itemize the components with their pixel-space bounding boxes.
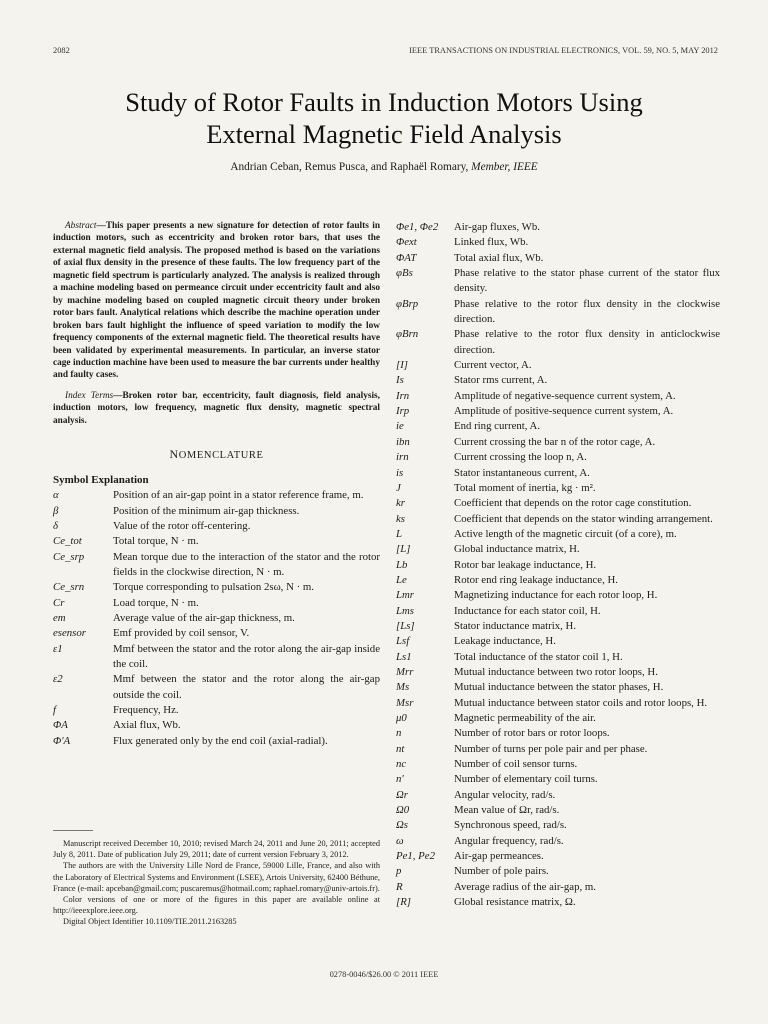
nomenclature-description: Phase relative to the rotor flux density in anticlockwise direction. bbox=[454, 328, 720, 356]
nomenclature-description: Inductance for each stator coil, H. bbox=[454, 604, 601, 617]
nomenclature-symbol: μ0 bbox=[396, 712, 407, 724]
nomenclature-description: Magnetic permeability of the air. bbox=[454, 712, 596, 724]
nomenclature-entry bbox=[53, 519, 380, 534]
nomenclature-entry bbox=[396, 220, 720, 235]
nomenclature-symbol: nt bbox=[396, 742, 405, 755]
nomenclature-entry bbox=[396, 466, 720, 481]
nomenclature-entry bbox=[396, 880, 720, 895]
nomenclature-description: Number of pole pairs. bbox=[454, 865, 549, 878]
nomenclature-description: Phase relative to the stator phase current of the stator flux density. bbox=[454, 267, 720, 295]
author-line bbox=[0, 161, 768, 173]
nomenclature-symbol: n bbox=[396, 727, 402, 740]
nomenclature-symbol: [L] bbox=[396, 543, 411, 556]
nomenclature-description: Mmf between the stator and the rotor along the air-gap inside the coil. bbox=[113, 642, 380, 671]
nomenclature-symbol: Le bbox=[396, 573, 407, 586]
nomenclature-entry bbox=[396, 711, 720, 726]
nomenclature-entry bbox=[396, 604, 720, 619]
nomenclature-list-right bbox=[396, 220, 720, 910]
nomenclature-entry bbox=[53, 626, 380, 641]
abstract-lead: Abstract bbox=[65, 221, 97, 231]
nomenclature-description: Mmf between the stator and the rotor along the air-gap outside the coil. bbox=[113, 673, 380, 701]
nomenclature-entry bbox=[396, 634, 720, 649]
nomenclature-symbol: f bbox=[53, 704, 56, 717]
nomenclature-description: Mutual inductance between the stator phases, H. bbox=[454, 681, 664, 694]
footnote-received: Manuscript received December 10, 2010; revised March 24, 2011 and June 20, 2011; accepted July 8, 2011. Date of publication July 29, 2011; date of current version February 3, 2012. bbox=[53, 839, 380, 860]
nomenclature-symbol: ΦA bbox=[53, 719, 68, 732]
nomenclature-entry bbox=[396, 588, 720, 603]
nomenclature-symbol: ε2 bbox=[53, 673, 63, 686]
copyright-line: 0278-0046/$26.00 © 2011 IEEE bbox=[329, 970, 439, 979]
nomenclature-description: Mutual inductance between two rotor loops, H. bbox=[454, 665, 658, 678]
abstract bbox=[53, 220, 380, 382]
nomenclature-description: Torque corresponding to pulsation 2sω, N · m. bbox=[113, 581, 314, 594]
nomenclature-description: Current vector, A. bbox=[454, 359, 532, 372]
nomenclature-entry bbox=[396, 573, 720, 588]
nomenclature-entry bbox=[53, 611, 380, 626]
nomenclature-entry bbox=[396, 650, 720, 665]
nomenclature-entry bbox=[396, 818, 720, 833]
nomenclature-symbol: Mrr bbox=[396, 665, 414, 678]
nomenclature-description: Magnetizing inductance for each rotor loop, H. bbox=[454, 589, 658, 602]
left-column bbox=[53, 220, 380, 749]
nomenclature-entry bbox=[396, 619, 720, 634]
nomenclature-symbol: β bbox=[53, 504, 59, 517]
nomenclature-description: Stator instantaneous current, A. bbox=[454, 466, 590, 479]
title-line-2: External Magnetic Field Analysis bbox=[206, 119, 562, 149]
nomenclature-symbol: Ce_srp bbox=[53, 550, 85, 563]
nomenclature-description: Coefficient that depends on the stator winding arrangement. bbox=[454, 512, 713, 525]
nomenclature-symbol: Irn bbox=[396, 389, 410, 402]
nomenclature-entry bbox=[396, 266, 720, 297]
nomenclature-description: Mutual inductance between stator coils and rotor loops, H. bbox=[454, 696, 708, 709]
nomenclature-symbol: ie bbox=[396, 420, 404, 433]
nomenclature-symbol: Msr bbox=[396, 696, 414, 709]
nomenclature-entry bbox=[53, 642, 380, 673]
nomenclature-symbol: Cr bbox=[53, 596, 65, 609]
nomenclature-entry bbox=[53, 703, 380, 718]
index-terms-lead: Index Terms bbox=[65, 390, 114, 401]
nomenclature-symbol: esensor bbox=[53, 627, 86, 640]
nomenclature-symbol: Lb bbox=[396, 558, 408, 571]
nomenclature-description: Number of rotor bars or rotor loops. bbox=[454, 727, 610, 740]
nomenclature-description: Angular frequency, rad/s. bbox=[454, 834, 564, 847]
nomenclature-description: Total torque, N · m. bbox=[113, 535, 199, 548]
nomenclature-description: Current crossing the bar n of the rotor cage, A. bbox=[454, 435, 656, 448]
nomenclature-entry bbox=[396, 742, 720, 757]
nomenclature-description: Active length of the magnetic circuit (of a core), m. bbox=[454, 527, 677, 540]
nomenclature-symbol: L bbox=[396, 527, 403, 540]
nomenclature-symbol: Ce_tot bbox=[53, 535, 82, 548]
nomenclature-description: Axial flux, Wb. bbox=[113, 719, 181, 732]
nomenclature-symbol: R bbox=[396, 880, 403, 893]
nomenclature-description: Mean value of Ωr, rad/s. bbox=[454, 804, 560, 817]
nomenclature-description: Global resistance matrix, Ω. bbox=[454, 896, 576, 909]
footnote-affiliation: The authors are with the University Lille Nord de France, 59000 Lille, France, and also with the Laboratory of Electrical Systems and Environment (LSEE), Artois University, 62400 Béthune, France (e-mail: apceban@gmail.com; puscaremus@hotmail.com; raphael.romary@univ-artois.fr). bbox=[53, 861, 380, 893]
nomenclature-description: Stator inductance matrix, H. bbox=[454, 619, 577, 632]
nomenclature-entry bbox=[396, 481, 720, 496]
nomenclature-description: Global inductance matrix, H. bbox=[454, 543, 580, 556]
nomenclature-symbol: Ms bbox=[396, 681, 410, 694]
nomenclature-heading: NOMENCLATURE bbox=[169, 447, 264, 462]
nomenclature-entry bbox=[396, 665, 720, 680]
nomenclature-entry bbox=[53, 734, 380, 749]
nomenclature-entry bbox=[396, 297, 720, 328]
nomenclature-symbol: φBrn bbox=[396, 328, 419, 341]
nomenclature-entry bbox=[396, 527, 720, 542]
nomenclature-symbol: [I] bbox=[396, 359, 408, 372]
nomenclature-description: Load torque, N · m. bbox=[113, 596, 199, 609]
nomenclature-symbol: is bbox=[396, 466, 404, 479]
nomenclature-entry bbox=[396, 864, 720, 879]
page-number: 2082 bbox=[53, 46, 70, 55]
nomenclature-symbol: [Ls] bbox=[396, 619, 415, 632]
nomenclature-description: Angular velocity, rad/s. bbox=[454, 788, 556, 801]
nomenclature-entry bbox=[53, 672, 380, 703]
nomenclature-entry bbox=[396, 788, 720, 803]
symbol-explanation-heading: Symbol Explanation bbox=[53, 474, 149, 487]
nomenclature-description: Synchronous speed, rad/s. bbox=[454, 819, 567, 832]
nomenclature-description: Amplitude of negative-sequence current system, A. bbox=[454, 389, 676, 402]
nomenclature-description: Total inductance of the stator coil 1, H. bbox=[454, 650, 623, 663]
nomenclature-description: Position of an air-gap point in a stator reference frame, m. bbox=[113, 489, 364, 502]
nomenclature-symbol: kr bbox=[396, 497, 405, 510]
nomenclature-entry bbox=[53, 504, 380, 519]
nomenclature-description: Air-gap fluxes, Wb. bbox=[454, 221, 540, 233]
nomenclature-entry bbox=[396, 435, 720, 450]
nomenclature-entry bbox=[396, 542, 720, 557]
nomenclature-symbol: n' bbox=[396, 773, 404, 786]
nomenclature-description: Total axial flux, Wb. bbox=[454, 251, 544, 264]
nomenclature-entry bbox=[396, 834, 720, 849]
nomenclature-symbol: Lms bbox=[396, 604, 415, 617]
nomenclature-entry bbox=[396, 558, 720, 573]
nomenclature-description: Frequency, Hz. bbox=[113, 704, 179, 717]
nomenclature-entry bbox=[396, 327, 720, 358]
footnote-color-note: Color versions of one or more of the figures in this paper are available online at http://ieeexplore.ieee.org. bbox=[53, 895, 380, 916]
abstract-text: —This paper presents a new signature for detection of rotor faults in induction motors, such as eccentricity and broken rotor bars, that uses the external magnetic field analysis. The proposed method is based on the variations of axial flux density in the presence of these faults. The low frequency part of the magnetic field spectrum is particularly analyzed. The analysis is realized through a machine modeling based on permeance circuit under eccentricity fault and also by machine modeling based on coupled magnetic circuit theory under broken rotor bars fault. Analytical relations which describe the machine operation under broken bars fault highlight the influence of speed variation to modify the low frequency components of the external magnetic field. The theoretical results have been validated by experimental measurements. In particular, an inverse stator cage induction machine have been used to measure the bar currents under healthy and faulty cases. bbox=[53, 221, 380, 381]
nomenclature-symbol: φBrp bbox=[396, 297, 419, 310]
nomenclature-entry bbox=[53, 580, 380, 595]
nomenclature-symbol: ibn bbox=[396, 435, 410, 448]
footnote-rule bbox=[53, 830, 93, 831]
nomenclature-description: Number of elementary coil turns. bbox=[454, 773, 598, 786]
nomenclature-symbol: Ls1 bbox=[396, 650, 412, 663]
nomenclature-symbol: irn bbox=[396, 451, 409, 464]
nomenclature-description: Stator rms current, A. bbox=[454, 374, 548, 387]
nomenclature-symbol: em bbox=[53, 612, 66, 624]
nomenclature-symbol: Lsf bbox=[396, 635, 410, 648]
nomenclature-description: Amplitude of positive-sequence current system, A. bbox=[454, 405, 674, 418]
nomenclature-symbol: Lmr bbox=[396, 589, 415, 602]
author-membership: Member, IEEE bbox=[471, 161, 538, 173]
nomenclature-symbol: ε1 bbox=[53, 642, 63, 655]
nomenclature-entry bbox=[53, 718, 380, 733]
nomenclature-description: Mean torque due to the interaction of the stator and the rotor fields in the clockwise direction, N · m. bbox=[113, 550, 380, 578]
nomenclature-description: Average value of the air-gap thickness, m. bbox=[113, 612, 295, 624]
nomenclature-entry bbox=[396, 849, 720, 864]
nomenclature-list-left bbox=[53, 488, 380, 749]
nomenclature-entry bbox=[396, 358, 720, 373]
nomenclature-entry bbox=[396, 680, 720, 695]
nomenclature-description: Flux generated only by the end coil (axial-radial). bbox=[113, 734, 328, 747]
nomenclature-description: Coefficient that depends on the rotor cage constitution. bbox=[454, 497, 692, 510]
nomenclature-symbol: α bbox=[53, 489, 59, 502]
nomenclature-symbol: Ωr bbox=[396, 788, 409, 801]
nomenclature-description: Position of the minimum air-gap thickness. bbox=[113, 504, 300, 517]
nomenclature-description: Emf provided by coil sensor, V. bbox=[113, 627, 250, 640]
nomenclature-symbol: p bbox=[396, 865, 402, 878]
index-terms bbox=[53, 390, 380, 427]
nomenclature-symbol: Ωs bbox=[396, 819, 409, 832]
nomenclature-entry bbox=[396, 895, 720, 910]
nomenclature-description: Value of the rotor off-centering. bbox=[113, 519, 251, 532]
paper-title bbox=[0, 86, 768, 150]
nomenclature-symbol: ks bbox=[396, 512, 405, 525]
footnote bbox=[53, 838, 380, 928]
nomenclature-symbol: Is bbox=[396, 374, 404, 387]
nomenclature-description: Total moment of inertia, kg · m². bbox=[454, 481, 596, 494]
nomenclature-entry bbox=[53, 534, 380, 549]
title-line-1: Study of Rotor Faults in Induction Motors Using bbox=[125, 87, 643, 117]
nomenclature-symbol: ω bbox=[396, 834, 404, 847]
nomenclature-symbol: Pe1, Pe2 bbox=[396, 850, 435, 863]
nomenclature-entry bbox=[396, 803, 720, 818]
nomenclature-description: Rotor bar leakage inductance, H. bbox=[454, 558, 597, 571]
nomenclature-description: Average radius of the air-gap, m. bbox=[454, 880, 596, 893]
author-names: Andrian Ceban, Remus Pusca, and Raphaël Romary, bbox=[230, 161, 469, 173]
nomenclature-symbol: ΦAT bbox=[396, 251, 417, 264]
nomenclature-entry bbox=[396, 512, 720, 527]
nomenclature-symbol: Φ'A bbox=[53, 734, 71, 747]
nomenclature-entry bbox=[53, 488, 380, 503]
nomenclature-entry bbox=[396, 389, 720, 404]
nomenclature-entry bbox=[396, 251, 720, 266]
nomenclature-symbol: Ce_srn bbox=[53, 581, 85, 594]
nomenclature-description: Linked flux, Wb. bbox=[454, 236, 529, 249]
index-terms-text: —Broken rotor bar, eccentricity, fault diagnosis, field analysis, induction motors, low frequency, magnetic flux density, magnetic spectral analysis. bbox=[53, 390, 380, 426]
nomenclature-entry bbox=[396, 696, 720, 711]
nomenclature-description: Phase relative to the rotor flux density in the clockwise direction. bbox=[454, 297, 720, 326]
nomenclature-entry bbox=[396, 404, 720, 419]
nomenclature-entry bbox=[396, 235, 720, 250]
nomenclature-description: Current crossing the loop n, A. bbox=[454, 451, 587, 464]
nomenclature-entry bbox=[53, 550, 380, 581]
journal-running-head: IEEE TRANSACTIONS ON INDUSTRIAL ELECTRONICS, VOL. 59, NO. 5, MAY 2012 bbox=[409, 46, 718, 55]
nomenclature-description: Leakage inductance, H. bbox=[454, 635, 556, 648]
nomenclature-entry bbox=[396, 757, 720, 772]
nomenclature-description: End ring current, A. bbox=[454, 420, 541, 433]
nomenclature-description: Number of coil sensor turns. bbox=[454, 758, 578, 771]
nomenclature-entry bbox=[396, 496, 720, 511]
nomenclature-symbol: J bbox=[396, 481, 401, 494]
nomenclature-entry bbox=[396, 772, 720, 787]
footnote-doi: Digital Object Identifier 10.1109/TIE.2011.2163285 bbox=[63, 917, 237, 927]
nomenclature-description: Number of turns per pole pair and per phase. bbox=[454, 742, 648, 755]
nomenclature-symbol: [R] bbox=[396, 896, 411, 909]
nomenclature-entry bbox=[396, 450, 720, 465]
nomenclature-symbol: nc bbox=[396, 758, 407, 771]
nomenclature-symbol: Φe1, Φe2 bbox=[396, 221, 439, 233]
nomenclature-entry bbox=[396, 419, 720, 434]
nomenclature-description: Air-gap permeances. bbox=[454, 850, 544, 863]
nomenclature-symbol: Φext bbox=[396, 236, 417, 249]
nomenclature-symbol: Ω0 bbox=[396, 804, 410, 817]
nomenclature-entry bbox=[396, 726, 720, 741]
nomenclature-symbol: Irp bbox=[396, 405, 410, 418]
nomenclature-entry bbox=[396, 373, 720, 388]
nomenclature-entry bbox=[53, 596, 380, 611]
nomenclature-symbol: δ bbox=[53, 519, 59, 532]
nomenclature-symbol: φBs bbox=[396, 267, 413, 280]
nomenclature-description: Rotor end ring leakage inductance, H. bbox=[454, 573, 618, 586]
